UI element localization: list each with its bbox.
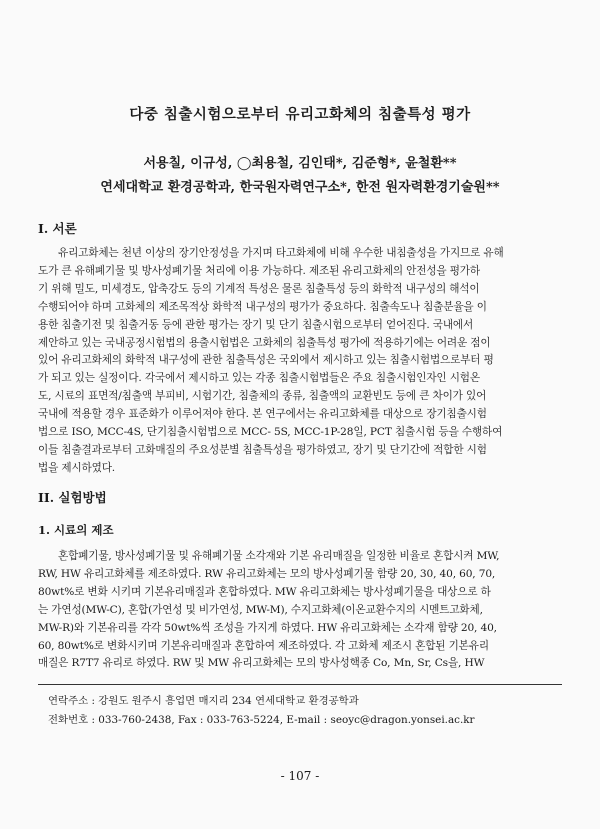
text-line: 는 가연성(MW-C), 혼합(가연성 및 비가연성, MW-M), 수지고화체(이온교환수지의 시멘트고화체, [38, 603, 483, 616]
affiliation-list: 연세대학교 환경공학과, 한국원자력연구소*, 한전 원자력환경기술원** [100, 180, 500, 195]
text-line: 법으로 ISO, MCC-4S, 단기침출시험법으로 MCC- 5S, MCC-1P-28일, PCT 침출시험 등을 수행하여 [38, 426, 503, 439]
methods-paragraph [38, 548, 562, 673]
text-line: 이들 침출결과로부터 고화매질의 주요성분별 침출특성을 평가하였고, 장기 및 단기간에 적합한 시험 [38, 443, 487, 456]
text-line: 국내에 적용할 경우 표준화가 이루어져야 한다. 본 연구에서는 유리고화체를 대상으로 장기침출시험 [38, 408, 487, 421]
text-line: 80wt%로 변화 시키며 기본유리매질과 혼합하였다. MW 유리고화체는 방사성폐기물을 대상으로 하 [38, 585, 491, 598]
section-heading-methods: II. 실험방법 [38, 490, 107, 505]
contact-address: 연락주소 : 강원도 원주시 흥업면 매지리 234 연세대학교 환경공학과 [48, 695, 359, 707]
text-line: 유리고화체는 천년 이상의 장기안정성을 가지며 타고화체에 비해 우수한 내침출성을 가지므로 유해 [58, 247, 504, 259]
subsection-heading-sample-preparation: 1. 시료의 제조 [38, 523, 114, 537]
text-line: 가 되고 있는 실정이다. 각국에서 제시하고 있는 각종 침출시험법들은 주요 침출시험인자인 시험온 [38, 372, 480, 385]
author-list: 서용칠, 이규성, ◯최용철, 김인태*, 김준형*, 윤철환** [143, 156, 457, 171]
paper-title: 다중 침출시험으로부터 유리고화체의 침출특성 평가 [129, 106, 471, 123]
contact-phone: 전화번호 : 033-760-2438, Fax : 033-763-5224, E-mail : seoyc@dragon.yonsei.ac.kr [48, 714, 475, 726]
text-line: 법을 제시하였다. [38, 461, 116, 474]
text-line: RW, HW 유리고화체를 제조하였다. RW 유리고화체는 모의 방사성폐기물 함량 20, 30, 40, 60, 70, [38, 567, 496, 580]
introduction-paragraph [38, 245, 562, 478]
text-line: 60, 80wt%로 변화시키며 기본유리매질과 혼합하여 제조하였다. 각 고화체 제조시 혼합된 기본유리 [38, 639, 489, 652]
text-line: 있어 유리고화체의 화학적 내구성에 관한 침출특성은 국외에서 제시하고 있는 침출시험법으로부터 평 [38, 354, 494, 367]
text-line: 용한 침출기전 및 침출거동 등에 관한 평가는 장기 및 단기 침출시험으로부터 얻어진다. 국내에서 [38, 318, 474, 331]
text-line: 제안하고 있는 국내공정시험법의 용출시험법은 고화체의 침출특성 평가에 적용하기에는 어려운 점이 [38, 336, 491, 349]
text-line: 매질은 R7T7 유리로 하였다. RW 및 MW 유리고화체는 모의 방사성핵종 Co, Mn, Sr, Cs을, HW [38, 657, 485, 670]
page-number: - 107 - [280, 769, 320, 783]
text-line: 혼합폐기물, 방사성폐기물 및 유해폐기물 소각재와 기본 유리매질을 일정한 비율로 혼합시켜 MW, [58, 550, 500, 562]
text-line: 도가 큰 유해폐기물 및 방사성폐기물 처리에 이용 가능하다. 제조된 유리고화체의 안전성을 평가하 [38, 264, 480, 277]
text-line: 수행되어야 하며 고화체의 제조목적상 화학적 내구성의 평가가 중요하다. 침출속도나 침출분율을 이 [38, 300, 487, 313]
text-line: 기 위해 밀도, 미세경도, 압축강도 등의 기계적 특성은 물론 침출특성 등의 화학적 내구성의 해석이 [38, 282, 480, 295]
footnote-divider [38, 684, 562, 685]
section-heading-introduction: I. 서론 [38, 221, 77, 236]
text-line: 도, 시료의 표면적/침출액 부피비, 시험기간, 침출체의 종류, 침출액의 교환빈도 등에 큰 차이가 있어 [38, 390, 487, 403]
text-line: MW-R)와 기본유리를 각각 50wt%씩 조성을 가지게 하였다. HW 유리고화체는 소각재 함량 20, 40, [38, 621, 497, 634]
